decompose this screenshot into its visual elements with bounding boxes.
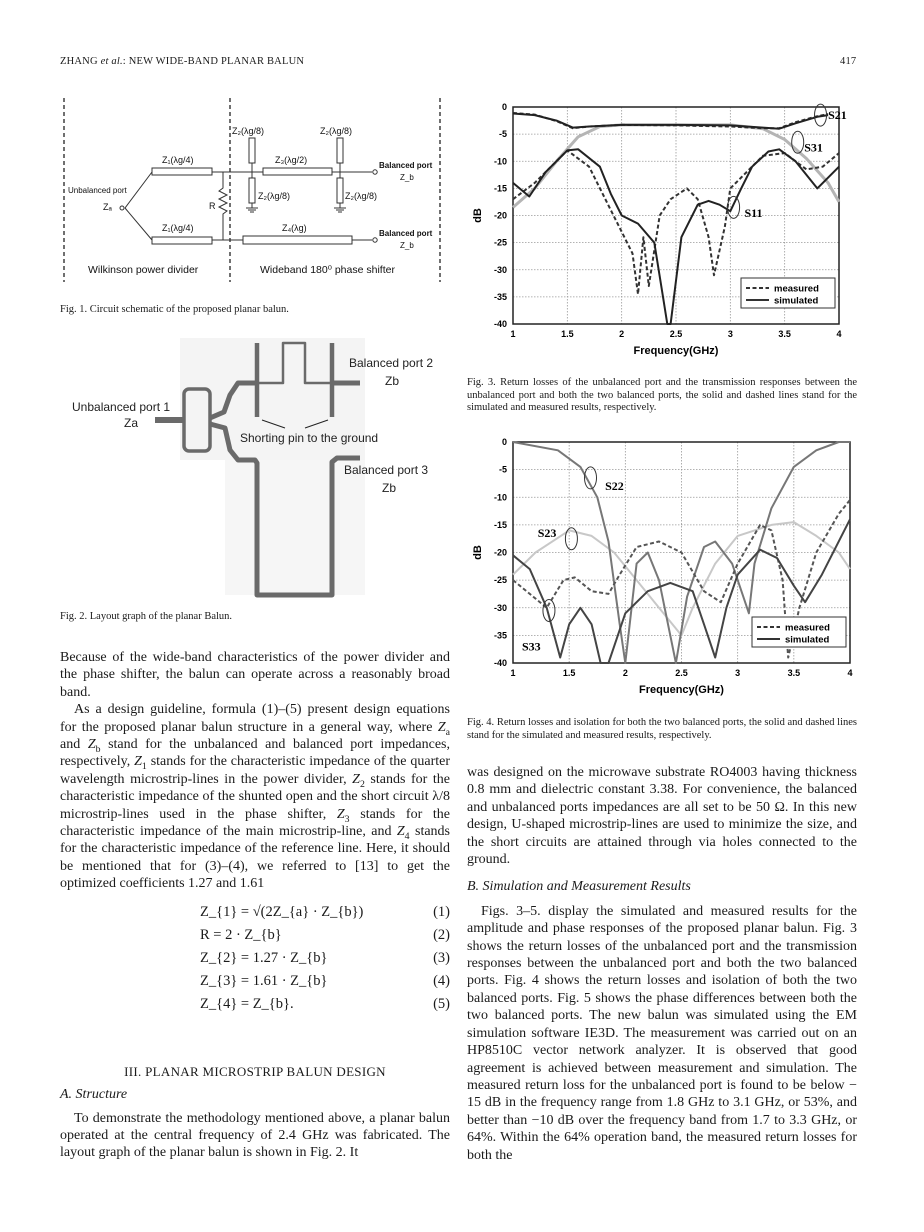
subsection-heading: B. Simulation and Measurement Results xyxy=(467,879,691,895)
equation-number: (5) xyxy=(433,995,450,1012)
label-zb: Z_b xyxy=(400,173,414,182)
x-axis-title: Frequency(GHz) xyxy=(639,684,724,696)
z4-line xyxy=(243,236,352,244)
equation-expr: Z_{3} = 1.61 · Z_{b} xyxy=(200,972,328,989)
y-tick-label: -40 xyxy=(493,319,507,329)
equation-expr: Z_{4} = Z_{b}. xyxy=(200,995,294,1012)
header-etal: et al. xyxy=(100,56,123,67)
page-number: 417 xyxy=(840,56,857,67)
resistor xyxy=(219,172,227,240)
fig3-caption: Fig. 3. Return losses of the unbalanced port and the transmission responses between the unbalanced port and both the two balanced ports, the solid and dashed lines stand for the simulated and measured results, respectively. xyxy=(467,377,857,414)
label-zb: Z_b xyxy=(400,241,414,250)
x-tick-label: 2.5 xyxy=(675,668,688,678)
header-authors: ZHANG xyxy=(60,56,101,67)
fig4-chart xyxy=(467,430,862,705)
x-tick-label: 1.5 xyxy=(562,668,576,678)
y-tick-label: -20 xyxy=(493,547,507,558)
label-z2: Z₂(λg/8) xyxy=(320,126,352,136)
x-tick-label: 2 xyxy=(622,668,628,678)
label-r: R xyxy=(209,201,216,211)
header-title: : NEW WIDE-BAND PLANAR BALUN xyxy=(122,56,305,67)
y-tick-label: -5 xyxy=(498,129,507,140)
legend-label: simulated xyxy=(785,634,830,646)
x-tick-label: 4 xyxy=(836,329,842,339)
x-tick-label: 4 xyxy=(847,668,853,678)
fig2-caption: Fig. 2. Layout graph of the planar Balun. xyxy=(60,611,233,622)
annotation-label: S21 xyxy=(828,108,847,123)
annotation-label: S33 xyxy=(521,639,541,654)
fig4-caption: Fig. 4. Return losses and isolation for both the two balanced ports, the solid and dashed lines stand for the simulated and measured results, respectively. xyxy=(467,717,857,741)
y-tick-label: -20 xyxy=(493,210,507,221)
x-tick-label: 1 xyxy=(510,329,516,339)
label-z2: Z₂(λg/8) xyxy=(345,191,377,201)
x-tick-label: 1.5 xyxy=(561,329,574,339)
x-tick-label: 2.5 xyxy=(669,329,683,339)
fig1-caption: Fig. 1. Circuit schematic of the proposed planar balun. xyxy=(60,304,289,315)
z1-top-line xyxy=(152,168,212,175)
y-axis-title: dB xyxy=(472,208,484,223)
label-z4: Z₄(λg) xyxy=(282,223,307,233)
y-axis-title: dB xyxy=(472,545,484,560)
paragraph: Because of the wide-band characteristics of the power divider and the phase shifter, the balun can operate across a reasonably broad band. xyxy=(60,650,450,700)
y-tick-label: -30 xyxy=(493,602,507,613)
equation-expr: R = 2 · Z_{b} xyxy=(200,926,282,943)
y-tick-label: -10 xyxy=(493,492,507,503)
x-tick-label: 2 xyxy=(619,329,625,339)
legend-label: measured xyxy=(785,622,830,634)
equation xyxy=(60,901,450,924)
paragraph: As a design guideline, formula (1)–(5) present design equations for the proposed planar balun structure in a general way, where $Z_a$ and $Z_b$ stand for the unbalanced and balanced port impedances, respectively, $Z_1$ stands for the characteristic impedance of the quarter wavelength microstrip-lines in the power divider, $Z_2$ stands for the characteristic impedance of the shunted open and the short circuit λ/8 microstrip-lines used in the phase shifter, $Z_3$ stands for the characteristic impedance of the main microstrip-line, and $Z_4$ stands for the characteristic impedance of the reference line. Here, it should be mentioned that for (3)–(4), we referred to [13] to get the optimized coefficients 1.27 and 1.61 xyxy=(60,702,451,892)
legend-label: simulated xyxy=(774,295,819,307)
y-tick-label: -25 xyxy=(493,237,507,248)
label-balanced-port: Balanced port xyxy=(379,161,433,170)
fig2-layout-graph xyxy=(60,330,460,600)
equation xyxy=(60,970,450,993)
label-za: Za xyxy=(124,416,139,430)
subsection-heading: A. Structure xyxy=(60,1087,128,1103)
paragraph: was designed on the microwave substrate RO4003 having thickness 0.8 mm and dielectric constant 3.38. For convenience, the balanced and unbalanced ports impedances are all set to be 50 Ω. In this new design, U-shaped microstrip-lines are used to minimize the size, and the short circuits are attained through via holes connected to the ground. xyxy=(467,765,857,868)
fig3-chart xyxy=(467,95,862,365)
label-port3: Balanced port 3 xyxy=(344,463,429,477)
x-tick-label: 3.5 xyxy=(778,329,791,339)
fig1-circuit-schematic xyxy=(58,95,453,285)
equation xyxy=(60,947,450,970)
label-zb: Zb xyxy=(385,374,400,388)
label-port2: Balanced port 2 xyxy=(349,356,434,370)
section-heading: III. PLANAR MICROSTRIP BALUN DESIGN xyxy=(124,1063,386,1079)
x-tick-label: 1 xyxy=(510,668,516,678)
left-column xyxy=(60,649,450,1162)
equation-number: (2) xyxy=(433,926,450,943)
x-axis-title: Frequency(GHz) xyxy=(633,345,719,357)
y-tick-label: 0 xyxy=(501,102,507,112)
annotation-label: S31 xyxy=(804,140,823,155)
label-z3: Z₃(λg/2) xyxy=(275,155,308,165)
x-tick-label: 3 xyxy=(735,668,741,678)
y-tick-label: -15 xyxy=(493,183,507,194)
label-zb: Zb xyxy=(382,481,397,495)
y-tick-label: -35 xyxy=(493,630,507,641)
y-tick-label: -30 xyxy=(493,264,507,275)
equation xyxy=(60,993,450,1016)
label-phase-shifter: Wideband 180⁰ phase shifter xyxy=(260,264,395,276)
label-z2: Z₂(λg/8) xyxy=(232,126,264,136)
label-shorting-pin: Shorting pin to the ground xyxy=(240,431,379,445)
y-tick-label: 0 xyxy=(501,437,507,447)
equations xyxy=(60,901,450,1016)
annotation-label: S11 xyxy=(744,205,763,220)
z1-bottom-line xyxy=(152,237,212,244)
y-tick-label: -40 xyxy=(493,658,507,668)
running-header xyxy=(60,56,304,67)
annotation-label: S22 xyxy=(605,479,624,494)
equation-expr: Z_{1} = √(2Z_{a} · Z_{b}) xyxy=(200,903,364,920)
y-tick-label: -5 xyxy=(498,464,507,475)
z3-line xyxy=(263,168,332,175)
y-tick-label: -25 xyxy=(493,575,507,586)
y-tick-label: -15 xyxy=(493,519,507,530)
right-column xyxy=(467,764,857,1164)
equation-number: (4) xyxy=(433,972,450,989)
y-tick-label: -10 xyxy=(493,156,507,167)
x-tick-label: 3.5 xyxy=(787,668,801,678)
label-wilkinson: Wilkinson power divider xyxy=(88,264,199,276)
equation-number: (3) xyxy=(433,949,450,966)
label-balanced-port: Balanced port xyxy=(379,229,433,238)
equation-expr: Z_{2} = 1.27 · Z_{b} xyxy=(200,949,328,966)
label-unbalanced-port: Unbalanced port xyxy=(68,186,127,195)
paragraph: Figs. 3–5. display the simulated and measured results for the amplitude and phase responses of the proposed planar balun. Fig. 3 shows the return losses of the unbalanced port and the transmission responses between the unbalanced port and both the two balanced ports. Fig. 4 shows the return losses and isolation of both the two balanced ports. Fig. 5 shows the phase differences between both the two balanced ports. The new balun was simulated using the EM simulation software IE3D. The measurement was carried out on an HP8510C vector network analyzer. It is observed that good agreement is achieved between measurement and simulation. The measured return loss for the unbalanced port is found to be below − 15 dB in the frequency range from 1.8 GHz to 3.1 GHz, or 53%, and better than −10 dB over the frequency band from 1.7 to 3.3 GHz, or 64%. Within the 64% operation band, the measured return losses for both the xyxy=(467,903,857,1163)
annotation-label: S23 xyxy=(537,526,557,541)
label-z2: Z₂(λg/8) xyxy=(258,191,290,201)
label-z1-top: Z₁(λg/4) xyxy=(162,155,194,165)
y-tick-label: -35 xyxy=(493,291,507,302)
equation-number: (1) xyxy=(433,903,450,920)
label-za: Zₐ xyxy=(103,202,112,212)
x-tick-label: 3 xyxy=(727,329,733,339)
paragraph: To demonstrate the methodology mentioned above, a planar balun operated at the central frequency of 2.4 GHz was fabricated. The layout graph of the planar balun is shown in Fig. 2. It xyxy=(60,1110,450,1161)
legend-label: measured xyxy=(774,283,819,295)
label-port1: Unbalanced port 1 xyxy=(72,400,171,414)
equation xyxy=(60,924,450,947)
label-z1-bottom: Z₁(λg/4) xyxy=(162,223,194,233)
